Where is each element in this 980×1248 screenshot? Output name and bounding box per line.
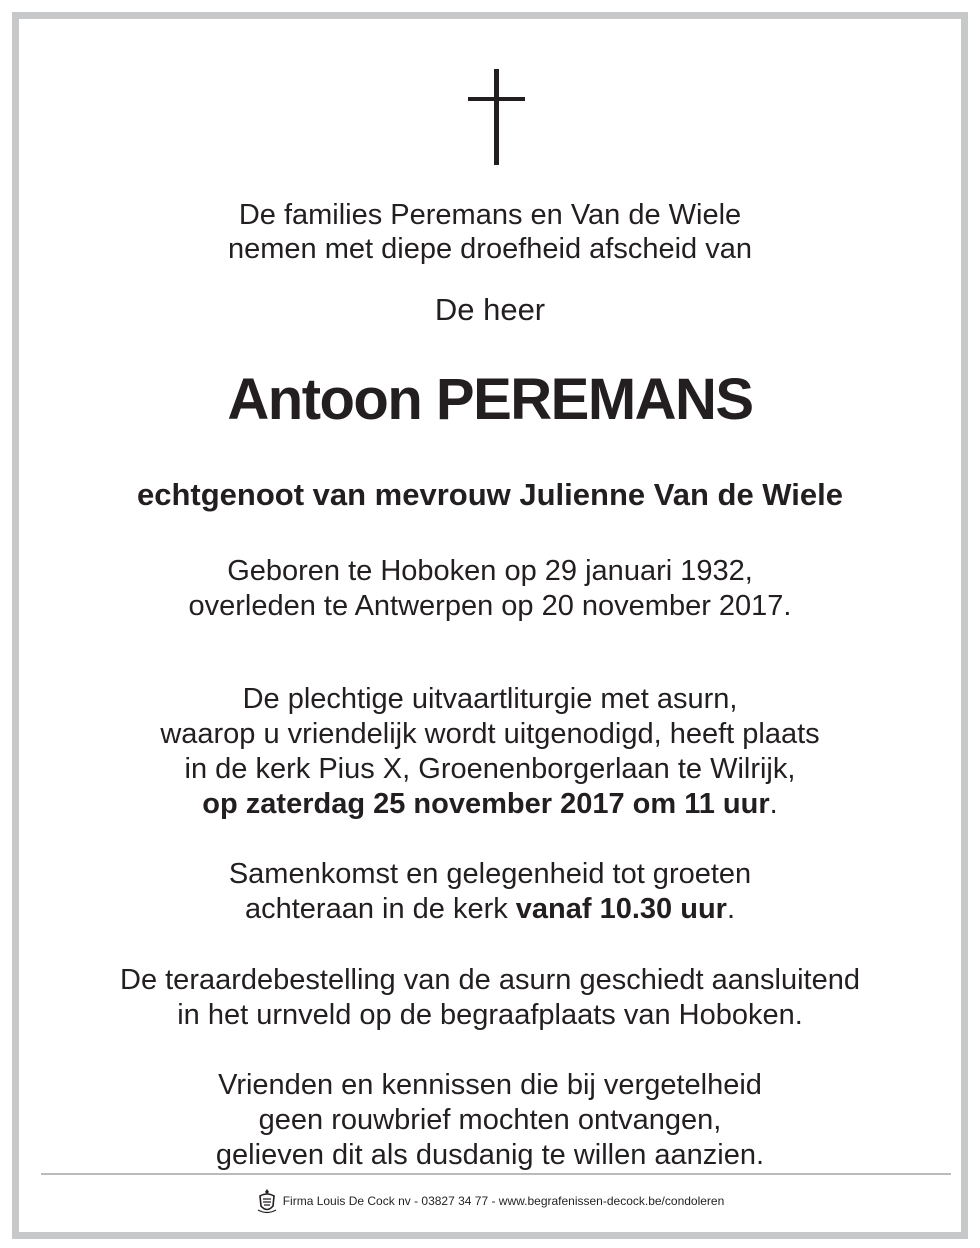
footer xyxy=(19,1188,961,1214)
obituary-card xyxy=(12,12,968,1239)
salutation: De heer xyxy=(434,292,546,327)
gathering-line-2-start: achteraan in de kerk xyxy=(244,893,516,925)
death-line: overleden te Antwerpen op 20 november 2017. xyxy=(188,590,792,622)
footer-text: Firma Louis De Cock nv - 03827 34 77 - www.begrafenissen-decock.be/condoleren xyxy=(282,1194,725,1208)
ceremony-line-1: De plechtige uitvaartliturgie met asurn, xyxy=(242,683,738,715)
spouse-line: echtgenoot van mevrouw Julienne Van de Wiele xyxy=(136,477,843,512)
funeral-home-crest-icon xyxy=(256,1188,278,1214)
ceremony-line-3: in de kerk Pius X, Groenenborgerlaan te Wilrijk, xyxy=(184,753,796,785)
ceremony-date-end: . xyxy=(769,788,778,820)
latin-cross-icon xyxy=(467,69,527,167)
gathering-line-1: Samenkomst en gelegenheid tot groeten xyxy=(228,858,752,890)
burial-line-1: De teraardebestelling van de asurn geschiedt aansluitend xyxy=(120,964,860,996)
gathering-line-2-end: . xyxy=(726,893,736,925)
ceremony-line-2: waarop u vriendelijk wordt uitgenodigd, heeft plaats xyxy=(160,718,820,750)
ceremony-date-line xyxy=(19,787,961,821)
footer-divider xyxy=(41,1173,951,1175)
notice-line-3: gelieven dit als dusdanig te willen aanzien. xyxy=(215,1139,765,1171)
birth-line: Geboren te Hoboken op 29 januari 1932, xyxy=(227,555,753,587)
intro-line-2: nemen met diepe droefheid afscheid van xyxy=(228,233,752,265)
ceremony-date: op zaterdag 25 november 2017 om 11 uur xyxy=(202,788,770,820)
notice-line-1: Vrienden en kennissen die bij vergetelheid xyxy=(218,1069,762,1101)
gathering-time: vanaf 10.30 uur xyxy=(515,893,727,925)
deceased-name: Antoon PEREMANS xyxy=(227,367,753,432)
gathering-line-2 xyxy=(19,892,961,926)
notice-line-2: geen rouwbrief mochten ontvangen, xyxy=(258,1104,722,1136)
intro-line-1: De families Peremans en Van de Wiele xyxy=(238,199,742,231)
burial-line-2: in het urnveld op de begraafplaats van Hoboken. xyxy=(177,999,803,1031)
